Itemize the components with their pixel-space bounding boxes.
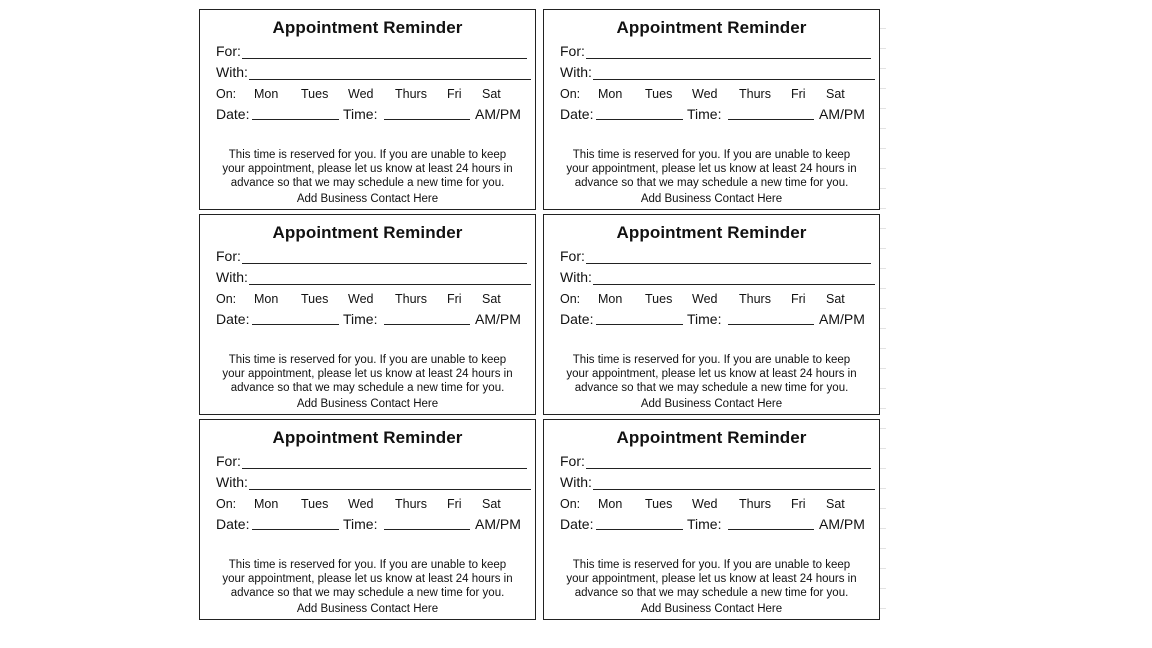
business-contact: Add Business Contact Here	[640, 603, 783, 615]
for-blank-line[interactable]	[586, 44, 871, 59]
day-option[interactable]: Fri	[447, 292, 462, 306]
date-time-row	[216, 516, 531, 534]
date-blank-line[interactable]	[252, 529, 339, 530]
business-contact: Add Business Contact Here	[296, 193, 439, 205]
on-label: On:	[560, 497, 581, 511]
day-option[interactable]: Thurs	[739, 292, 771, 306]
reminder-card	[543, 9, 880, 210]
reminder-card	[199, 419, 536, 620]
for-blank-line[interactable]	[586, 454, 871, 469]
day-option[interactable]: Sat	[482, 497, 501, 511]
reservation-message: This time is reserved for you. If you are unable to keep your appointment, please let us know at least 24 hours in advance so that we may schedule a new time for you.	[222, 559, 513, 599]
date-label: Date:	[560, 516, 594, 532]
date-blank-line[interactable]	[252, 119, 339, 120]
time-label: Time:	[343, 106, 378, 122]
for-field[interactable]	[216, 246, 527, 264]
ampm-label: AM/PM	[475, 516, 521, 532]
on-label: On:	[560, 292, 581, 306]
date-time-row	[216, 106, 531, 124]
on-label: On:	[216, 292, 237, 306]
with-blank-line[interactable]	[249, 65, 531, 80]
reminder-card-sheet	[199, 9, 881, 620]
day-option[interactable]: Tues	[645, 497, 673, 511]
with-field[interactable]	[216, 267, 531, 285]
time-label: Time:	[687, 516, 722, 532]
business-contact: Add Business Contact Here	[640, 398, 783, 410]
date-label: Date:	[560, 311, 594, 327]
day-option[interactable]: Mon	[254, 497, 279, 511]
date-blank-line[interactable]	[596, 119, 683, 120]
day-option[interactable]: Wed	[348, 87, 374, 101]
on-label: On:	[216, 497, 237, 511]
on-label: On:	[560, 87, 581, 101]
date-label: Date:	[560, 106, 594, 122]
day-option[interactable]: Sat	[826, 292, 845, 306]
business-contact: Add Business Contact Here	[640, 193, 783, 205]
day-option[interactable]: Thurs	[395, 497, 427, 511]
with-label: With:	[216, 269, 248, 285]
day-option[interactable]: Tues	[301, 292, 329, 306]
card-title: Appointment Reminder	[616, 223, 807, 242]
reservation-message: This time is reserved for you. If you are unable to keep your appointment, please let us know at least 24 hours in advance so that we may schedule a new time for you.	[566, 354, 857, 394]
ampm-label: AM/PM	[819, 106, 865, 122]
day-option[interactable]: Mon	[598, 87, 623, 101]
reservation-message: This time is reserved for you. If you are unable to keep your appointment, please let us know at least 24 hours in advance so that we may schedule a new time for you.	[566, 559, 857, 599]
day-option[interactable]: Fri	[791, 497, 806, 511]
with-field[interactable]	[560, 62, 875, 80]
day-option[interactable]: Wed	[692, 292, 718, 306]
day-option[interactable]: Tues	[301, 87, 329, 101]
for-field[interactable]	[216, 451, 527, 469]
day-option[interactable]: Wed	[692, 87, 718, 101]
for-label: For:	[560, 453, 585, 469]
date-label: Date:	[216, 311, 250, 327]
day-option[interactable]: Sat	[482, 292, 501, 306]
time-blank-line[interactable]	[728, 324, 814, 325]
day-option[interactable]: Mon	[254, 292, 279, 306]
with-label: With:	[216, 474, 248, 490]
for-field[interactable]	[560, 451, 871, 469]
date-blank-line[interactable]	[596, 324, 683, 325]
for-label: For:	[216, 248, 241, 264]
reminder-card	[543, 419, 880, 620]
with-label: With:	[216, 64, 248, 80]
reminder-card	[543, 214, 880, 415]
date-time-row	[560, 311, 875, 329]
time-label: Time:	[687, 311, 722, 327]
time-blank-line[interactable]	[728, 529, 814, 530]
date-time-row	[560, 516, 875, 534]
time-label: Time:	[687, 106, 722, 122]
reservation-message: This time is reserved for you. If you are unable to keep your appointment, please let us know at least 24 hours in advance so that we may schedule a new time for you.	[566, 149, 857, 189]
day-option[interactable]: Tues	[645, 292, 673, 306]
time-blank-line[interactable]	[728, 119, 814, 120]
business-contact: Add Business Contact Here	[296, 398, 439, 410]
time-blank-line[interactable]	[384, 119, 470, 120]
day-option[interactable]: Thurs	[395, 292, 427, 306]
for-field[interactable]	[216, 41, 527, 59]
with-field[interactable]	[560, 472, 875, 490]
time-blank-line[interactable]	[384, 529, 470, 530]
time-label: Time:	[343, 311, 378, 327]
reminder-card	[199, 214, 536, 415]
date-time-row	[560, 106, 875, 124]
for-label: For:	[560, 43, 585, 59]
date-label: Date:	[216, 516, 250, 532]
for-blank-line[interactable]	[242, 249, 527, 264]
day-option[interactable]: Sat	[826, 87, 845, 101]
card-title: Appointment Reminder	[616, 428, 807, 447]
card-title: Appointment Reminder	[272, 428, 463, 447]
day-option[interactable]: Thurs	[739, 497, 771, 511]
day-option[interactable]: Sat	[482, 87, 501, 101]
business-contact: Add Business Contact Here	[296, 603, 439, 615]
date-blank-line[interactable]	[596, 529, 683, 530]
reservation-message: This time is reserved for you. If you are unable to keep your appointment, please let us know at least 24 hours in advance so that we may schedule a new time for you.	[222, 354, 513, 394]
card-title: Appointment Reminder	[272, 18, 463, 37]
ampm-label: AM/PM	[819, 311, 865, 327]
with-blank-line[interactable]	[249, 475, 531, 490]
for-blank-line[interactable]	[242, 44, 527, 59]
ampm-label: AM/PM	[475, 311, 521, 327]
with-blank-line[interactable]	[593, 65, 875, 80]
with-blank-line[interactable]	[593, 270, 875, 285]
day-option[interactable]: Mon	[598, 292, 623, 306]
card-title: Appointment Reminder	[616, 18, 807, 37]
for-blank-line[interactable]	[242, 454, 527, 469]
for-field[interactable]	[560, 41, 871, 59]
ampm-label: AM/PM	[819, 516, 865, 532]
day-option[interactable]: Fri	[791, 292, 806, 306]
day-option[interactable]: Wed	[692, 497, 718, 511]
on-label: On:	[216, 87, 237, 101]
date-label: Date:	[216, 106, 250, 122]
reminder-card	[199, 9, 536, 210]
day-option[interactable]: Fri	[791, 87, 806, 101]
time-label: Time:	[343, 516, 378, 532]
with-field[interactable]	[216, 472, 531, 490]
date-time-row	[216, 311, 531, 329]
for-label: For:	[216, 453, 241, 469]
day-option[interactable]: Fri	[447, 497, 462, 511]
day-option[interactable]: Wed	[348, 292, 374, 306]
day-option[interactable]: Thurs	[739, 87, 771, 101]
time-blank-line[interactable]	[384, 324, 470, 325]
card-title: Appointment Reminder	[272, 223, 463, 242]
day-option[interactable]: Wed	[348, 497, 374, 511]
day-option[interactable]: Mon	[254, 87, 279, 101]
with-label: With:	[560, 64, 592, 80]
ampm-label: AM/PM	[475, 106, 521, 122]
for-field[interactable]	[560, 246, 871, 264]
day-option[interactable]: Thurs	[395, 87, 427, 101]
with-label: With:	[560, 269, 592, 285]
for-label: For:	[216, 43, 241, 59]
with-field[interactable]	[216, 62, 531, 80]
for-blank-line[interactable]	[586, 249, 871, 264]
with-blank-line[interactable]	[249, 270, 531, 285]
date-blank-line[interactable]	[252, 324, 339, 325]
with-field[interactable]	[560, 267, 875, 285]
reservation-message: This time is reserved for you. If you are unable to keep your appointment, please let us know at least 24 hours in advance so that we may schedule a new time for you.	[222, 149, 513, 189]
day-option[interactable]: Mon	[598, 497, 623, 511]
day-option[interactable]: Tues	[301, 497, 329, 511]
day-option[interactable]: Fri	[447, 87, 462, 101]
for-label: For:	[560, 248, 585, 264]
with-label: With:	[560, 474, 592, 490]
day-option[interactable]: Sat	[826, 497, 845, 511]
day-option[interactable]: Tues	[645, 87, 673, 101]
with-blank-line[interactable]	[593, 475, 875, 490]
